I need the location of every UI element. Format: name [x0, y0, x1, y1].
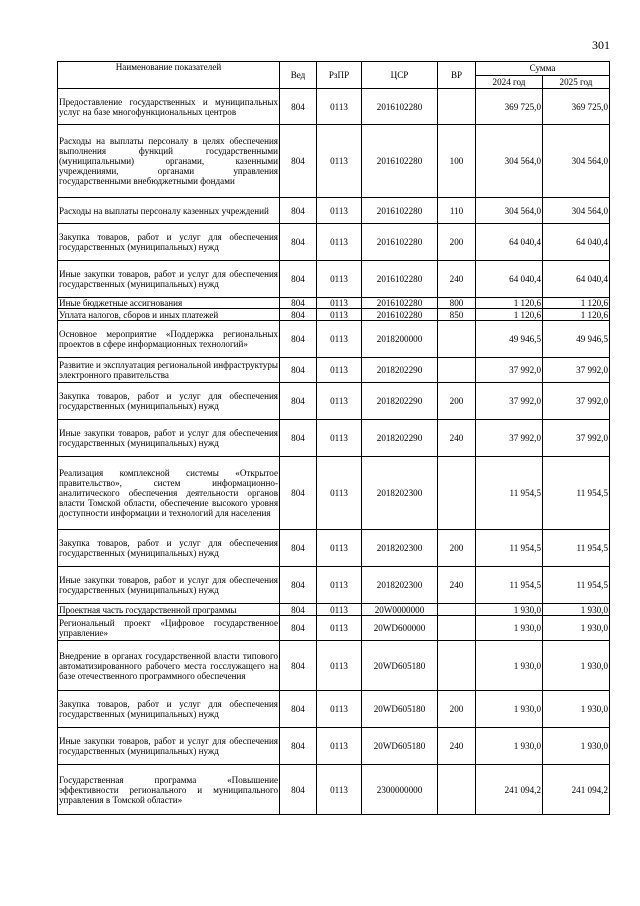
- row-ved: 804: [280, 198, 317, 224]
- row-rzpr: 0113: [317, 604, 362, 616]
- row-ved: 804: [280, 567, 317, 604]
- row-sum-2025: 241 094,2: [543, 765, 610, 815]
- row-rzpr: 0113: [317, 420, 362, 457]
- row-ved: 804: [280, 298, 317, 309]
- row-rzpr: 0113: [317, 321, 362, 358]
- row-rzpr: 0113: [317, 567, 362, 604]
- table-row: [58, 298, 610, 309]
- row-sum-2024: 1 930,0: [476, 616, 543, 641]
- row-sum-2025: 1 930,0: [543, 691, 610, 728]
- table-row: [58, 616, 610, 641]
- header-name: Наименование показателей: [58, 62, 280, 89]
- row-sum-2025: 49 946,5: [543, 321, 610, 358]
- row-sum-2024: 1 930,0: [476, 728, 543, 765]
- table-row: [58, 604, 610, 616]
- row-ved: 804: [280, 530, 317, 567]
- table-row: [58, 765, 610, 815]
- row-vr: 110: [438, 198, 476, 224]
- row-name: Уплата налогов, сборов и иных платежей: [58, 309, 280, 321]
- row-vr: [438, 89, 476, 125]
- row-sum-2024: 37 992,0: [476, 383, 543, 420]
- row-name: Основное мероприятие «Поддержка региональных проектов в сфере информационных технологий»: [58, 321, 280, 358]
- page-number: 301: [592, 38, 610, 52]
- row-sum-2024: 369 725,0: [476, 89, 543, 125]
- row-sum-2025: 37 992,0: [543, 383, 610, 420]
- budget-table: [57, 61, 610, 815]
- row-csr: 20WD600000: [362, 616, 438, 641]
- row-sum-2024: 304 564,0: [476, 125, 543, 198]
- row-ved: 804: [280, 321, 317, 358]
- row-sum-2025: 369 725,0: [543, 89, 610, 125]
- row-ved: 804: [280, 125, 317, 198]
- row-sum-2025: 64 040,4: [543, 261, 610, 298]
- row-name: Расходы на выплаты персоналу в целях обеспечения выполнения функций государственными (муниципальными) органами, казенными учреждениями, органами управления государственными внебюджетными фондами: [58, 125, 280, 198]
- row-vr: [438, 616, 476, 641]
- row-sum-2025: 11 954,5: [543, 457, 610, 530]
- row-rzpr: 0113: [317, 298, 362, 309]
- row-name: Закупка товаров, работ и услуг для обеспечения государственных (муниципальных) нужд: [58, 383, 280, 420]
- row-vr: [438, 457, 476, 530]
- row-csr: 2016102280: [362, 198, 438, 224]
- row-rzpr: 0113: [317, 530, 362, 567]
- row-sum-2024: 11 954,5: [476, 530, 543, 567]
- row-sum-2025: 11 954,5: [543, 530, 610, 567]
- row-vr: 240: [438, 728, 476, 765]
- row-rzpr: 0113: [317, 309, 362, 321]
- row-name: Региональный проект «Цифровое государственное управление»: [58, 616, 280, 641]
- table-row: [58, 728, 610, 765]
- row-ved: 804: [280, 691, 317, 728]
- row-csr: 20WD605180: [362, 691, 438, 728]
- row-rzpr: 0113: [317, 457, 362, 530]
- table-row: [58, 89, 610, 125]
- row-sum-2024: 11 954,5: [476, 567, 543, 604]
- row-csr: 20WD605180: [362, 641, 438, 691]
- row-name: Государственная программа «Повышение эффективности регионального и муниципального управления в Томской области»: [58, 765, 280, 815]
- row-vr: 800: [438, 298, 476, 309]
- row-ved: 804: [280, 383, 317, 420]
- table-row: [58, 457, 610, 530]
- row-vr: [438, 604, 476, 616]
- row-csr: 2016102280: [362, 298, 438, 309]
- row-sum-2025: 1 120,6: [543, 309, 610, 321]
- row-sum-2024: 304 564,0: [476, 198, 543, 224]
- header-year-2024: 2024 год: [476, 75, 543, 89]
- row-sum-2025: 304 564,0: [543, 125, 610, 198]
- row-sum-2025: 64 040,4: [543, 224, 610, 261]
- row-csr: 2016102280: [362, 309, 438, 321]
- row-name: Иные закупки товаров, работ и услуг для обеспечения государственных (муниципальных) нужд: [58, 261, 280, 298]
- row-sum-2025: 1 930,0: [543, 641, 610, 691]
- row-sum-2024: 11 954,5: [476, 457, 543, 530]
- table-row: [58, 383, 610, 420]
- row-name: Иные бюджетные ассигнования: [58, 298, 280, 309]
- row-ved: 804: [280, 457, 317, 530]
- table-row: [58, 358, 610, 383]
- row-sum-2024: 37 992,0: [476, 358, 543, 383]
- row-csr: 2018202300: [362, 567, 438, 604]
- row-sum-2025: 1 930,0: [543, 728, 610, 765]
- table-row: [58, 198, 610, 224]
- table-row: [58, 691, 610, 728]
- row-csr: 2300000000: [362, 765, 438, 815]
- row-vr: [438, 641, 476, 691]
- row-csr: 2018202290: [362, 358, 438, 383]
- row-rzpr: 0113: [317, 641, 362, 691]
- table-row: [58, 420, 610, 457]
- header-rzpr: РзПР: [317, 62, 362, 89]
- row-vr: [438, 321, 476, 358]
- row-sum-2024: 1 930,0: [476, 641, 543, 691]
- row-vr: [438, 358, 476, 383]
- row-csr: 2018202290: [362, 383, 438, 420]
- row-csr: 2018202290: [362, 420, 438, 457]
- row-sum-2024: 64 040,4: [476, 261, 543, 298]
- header-csr: ЦСР: [362, 62, 438, 89]
- row-vr: 200: [438, 383, 476, 420]
- row-name: Реализация комплексной системы «Открытое правительство», систем информационно-аналитического обеспечения деятельности органов власти Томской области, обеспечение высокого уровня доступности информации и технологий для населения: [58, 457, 280, 530]
- row-sum-2024: 37 992,0: [476, 420, 543, 457]
- row-ved: 804: [280, 89, 317, 125]
- row-rzpr: 0113: [317, 125, 362, 198]
- row-sum-2025: 37 992,0: [543, 420, 610, 457]
- row-name: Закупка товаров, работ и услуг для обеспечения государственных (муниципальных) нужд: [58, 224, 280, 261]
- row-name: Иные закупки товаров, работ и услуг для обеспечения государственных (муниципальных) нужд: [58, 728, 280, 765]
- row-sum-2025: 1 120,6: [543, 298, 610, 309]
- row-sum-2025: 1 930,0: [543, 616, 610, 641]
- header-year-2025: 2025 год: [543, 75, 610, 89]
- row-csr: 2018202300: [362, 457, 438, 530]
- row-csr: 20WD605180: [362, 728, 438, 765]
- table-row: [58, 309, 610, 321]
- table-row: [58, 224, 610, 261]
- table-row: [58, 125, 610, 198]
- table-row: [58, 567, 610, 604]
- row-csr: 20W0000000: [362, 604, 438, 616]
- row-csr: 2016102280: [362, 224, 438, 261]
- row-name: Внедрение в органах государственной власти типового автоматизированного рабочего места госслужащего на базе отечественного программного обеспечения: [58, 641, 280, 691]
- row-csr: 2016102280: [362, 125, 438, 198]
- row-sum-2024: 49 946,5: [476, 321, 543, 358]
- row-sum-2024: 1 930,0: [476, 604, 543, 616]
- row-sum-2025: 304 564,0: [543, 198, 610, 224]
- row-ved: 804: [280, 765, 317, 815]
- header-sum: Сумма: [476, 62, 610, 76]
- row-sum-2025: 37 992,0: [543, 358, 610, 383]
- row-csr: 2016102280: [362, 89, 438, 125]
- table-row: [58, 261, 610, 298]
- header-ved: Вед: [280, 62, 317, 89]
- row-name: Расходы на выплаты персоналу казенных учреждений: [58, 198, 280, 224]
- row-rzpr: 0113: [317, 728, 362, 765]
- row-csr: 2016102280: [362, 261, 438, 298]
- row-vr: 200: [438, 530, 476, 567]
- row-name: Закупка товаров, работ и услуг для обеспечения государственных (муниципальных) нужд: [58, 691, 280, 728]
- row-vr: 240: [438, 261, 476, 298]
- row-csr: 2018200000: [362, 321, 438, 358]
- row-ved: 804: [280, 420, 317, 457]
- row-rzpr: 0113: [317, 616, 362, 641]
- row-name: Развитие и эксплуатация региональной инфраструктуры электронного правительства: [58, 358, 280, 383]
- row-sum-2024: 1 120,6: [476, 298, 543, 309]
- row-ved: 804: [280, 224, 317, 261]
- row-ved: 804: [280, 641, 317, 691]
- row-rzpr: 0113: [317, 383, 362, 420]
- row-rzpr: 0113: [317, 765, 362, 815]
- header-vr: ВР: [438, 62, 476, 89]
- row-name: Иные закупки товаров, работ и услуг для обеспечения государственных (муниципальных) нужд: [58, 420, 280, 457]
- table-row: [58, 321, 610, 358]
- row-vr: 240: [438, 420, 476, 457]
- row-rzpr: 0113: [317, 198, 362, 224]
- row-csr: 2018202300: [362, 530, 438, 567]
- row-vr: 240: [438, 567, 476, 604]
- row-name: Проектная часть государственной программы: [58, 604, 280, 616]
- table-body: [58, 89, 610, 815]
- row-ved: 804: [280, 358, 317, 383]
- row-vr: 850: [438, 309, 476, 321]
- row-rzpr: 0113: [317, 261, 362, 298]
- row-rzpr: 0113: [317, 89, 362, 125]
- row-name: Предоставление государственных и муниципальных услуг на базе многофункциональных центров: [58, 89, 280, 125]
- row-vr: [438, 765, 476, 815]
- row-vr: 200: [438, 691, 476, 728]
- row-sum-2024: 1 120,6: [476, 309, 543, 321]
- row-vr: 100: [438, 125, 476, 198]
- row-rzpr: 0113: [317, 691, 362, 728]
- row-vr: 200: [438, 224, 476, 261]
- row-sum-2025: 1 930,0: [543, 604, 610, 616]
- row-ved: 804: [280, 616, 317, 641]
- row-sum-2024: 241 094,2: [476, 765, 543, 815]
- row-name: Иные закупки товаров, работ и услуг для обеспечения государственных (муниципальных) нужд: [58, 567, 280, 604]
- table-row: [58, 641, 610, 691]
- row-name: Закупка товаров, работ и услуг для обеспечения государственных (муниципальных) нужд: [58, 530, 280, 567]
- row-rzpr: 0113: [317, 224, 362, 261]
- row-sum-2024: 1 930,0: [476, 691, 543, 728]
- row-ved: 804: [280, 728, 317, 765]
- table-row: [58, 530, 610, 567]
- row-ved: 804: [280, 604, 317, 616]
- row-ved: 804: [280, 261, 317, 298]
- row-sum-2025: 11 954,5: [543, 567, 610, 604]
- row-rzpr: 0113: [317, 358, 362, 383]
- row-sum-2024: 64 040,4: [476, 224, 543, 261]
- row-ved: 804: [280, 309, 317, 321]
